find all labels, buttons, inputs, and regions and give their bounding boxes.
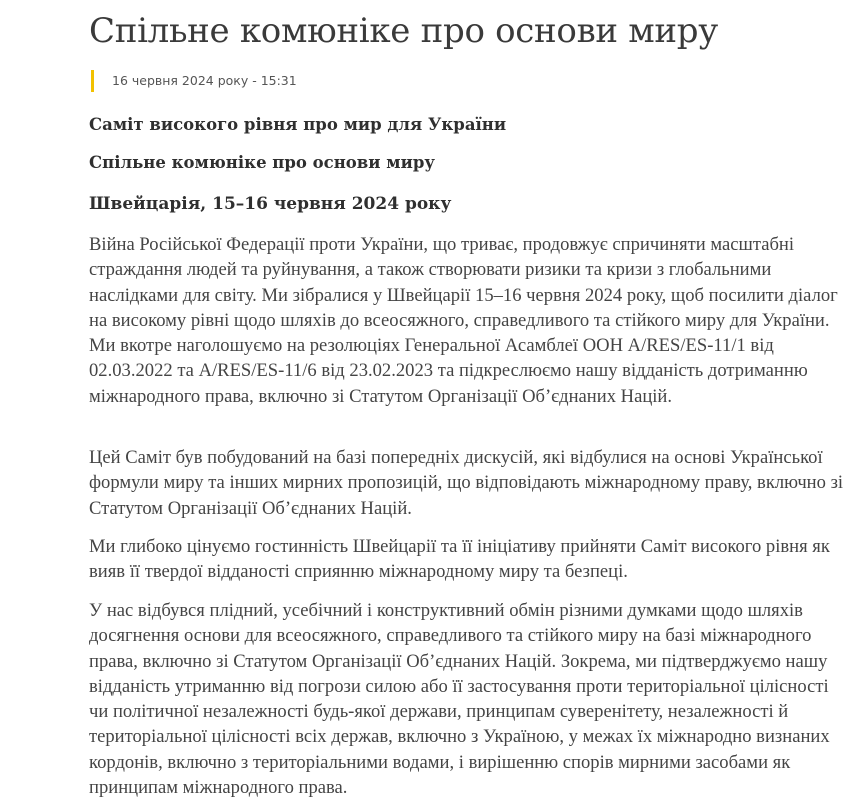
- page-title: Спільне комюніке про основи миру: [89, 11, 718, 51]
- subheading-location-date: Швейцарія, 15–16 червня 2024 року: [89, 194, 452, 214]
- publication-date: 16 червня 2024 року - 15:31: [91, 70, 297, 92]
- paragraph-2: Цей Саміт був побудований на базі попередніх дискусій, які відбулися на основі Української формули миру та інших мирних пропозицій, що відповідають міжнародному праву, включно зі Статутом Організації Об’єднаних Націй.: [89, 447, 844, 519]
- paragraph-1: Війна Російської Федерації проти України, що триває, продовжує спричиняти масштабні страждання людей та руйнування, а також створювати ризики та кризи з глобальними наслідками для світу. Ми зібралися у Швейцарії 15–16 червня 2024 року, щоб посилити діалог на високому рівні щодо шляхів до всеосяжного, справедливого та стійкого миру для України. Ми вкотре наголошуємо на резолюціях Генеральної Асамблеї ООН A/RES/ES-11/1 від 02.03.2022 та A/RES/ES-11/6 від 23.02.2023 та підкреслюємо нашу відданість дотриманню міжнародного права, включно зі Статутом Організації Об’єднаних Націй.: [89, 234, 838, 407]
- paragraph-4: У нас відбувся плідний, усебічний і конструктивний обмін різними думками щодо шляхів досягнення основи для всеосяжного, справедливого та стійкого миру на базі міжнародного права, включно зі Статутом Організації Об’єднаних Націй. Зокрема, ми підтверджуємо нашу відданість утриманню від погрози силою або її застосування проти територіальної цілісності чи політичної незалежності будь-якої держави, принципам суверенітету, незалежності й територіальної цілісності всіх держав, включно з Україною, у межах їх міжнародно визнаних кордонів, включно з територіальними водами, і вирішенню спорів мирними засобами як принципам міжнародного права.: [89, 600, 830, 799]
- paragraph-3: Ми глибоко цінуємо гостинність Швейцарії та її ініціативу прийняти Саміт високого рівня як вияв її твердої відданості сприянню міжнародному миру та безпеці.: [89, 536, 830, 583]
- subheading-communique: Спільне комюніке про основи миру: [89, 153, 435, 172]
- subheading-summit: Саміт високого рівня про мир для України: [89, 115, 507, 134]
